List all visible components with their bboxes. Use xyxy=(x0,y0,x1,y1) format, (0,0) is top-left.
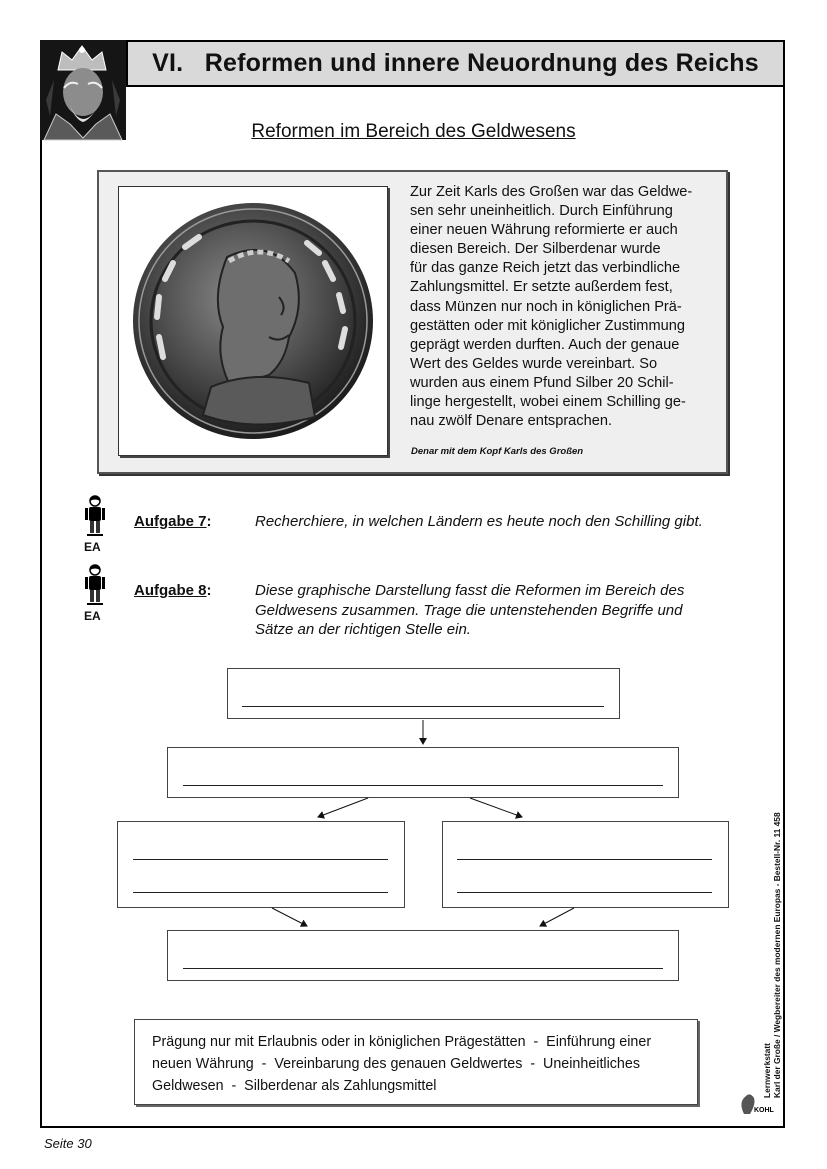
chapter-title: VI. Reformen und innere Neuordnung des Reichs xyxy=(152,49,759,77)
info-line: Wert des Geldes wurde vereinbart. So xyxy=(410,355,658,372)
answer-line[interactable] xyxy=(183,968,663,969)
diagram-box-left xyxy=(117,821,405,908)
info-text xyxy=(410,183,709,431)
chapter-header xyxy=(126,40,785,87)
info-line: Zur Zeit Karls des Großen war das Geldwe- xyxy=(410,184,693,200)
info-line: wurden aus einem Pfund Silber 20 Schil- xyxy=(410,374,674,391)
answer-line[interactable] xyxy=(183,785,663,786)
task-line: Sätze an der richtigen Stelle ein. xyxy=(255,621,471,638)
info-line: diesen Bereich. Der Silberdenar wurde xyxy=(410,241,661,258)
side-imprint-line2: Karl der Große / Wegbereiter des modernen Europas - Bestell-Nr. 11 458 xyxy=(772,812,782,1098)
info-line: nau zwölf Denare entsprachen. xyxy=(410,413,613,430)
info-line: für das ganze Reich jetzt das verbindliche xyxy=(410,260,681,277)
task-8-text xyxy=(255,581,684,640)
answer-line[interactable] xyxy=(457,892,712,893)
task-line: Diese graphische Darstellung fasst die Reformen im Bereich des xyxy=(255,582,685,599)
ea-label: EA xyxy=(84,540,101,554)
task-8-label-text: Aufgabe 8 xyxy=(134,582,207,599)
answer-line[interactable] xyxy=(457,859,712,860)
diagram-box-second xyxy=(167,747,679,798)
info-line: dass Münzen nur noch in königlichen Prä- xyxy=(410,298,682,315)
info-line: Zahlungsmittel. Er setzte außerdem fest, xyxy=(410,279,673,296)
answer-line[interactable] xyxy=(242,706,604,707)
task-7-text xyxy=(255,512,703,532)
info-line: linge hergestellt, wobei einem Schilling ge- xyxy=(410,394,686,411)
word-box xyxy=(134,1019,698,1105)
diagram-box-bottom xyxy=(167,930,679,981)
task-7-label: Aufgabe 7: xyxy=(134,513,212,530)
coin-image xyxy=(118,186,388,456)
info-line: geprägt werden durften. Auch der genaue xyxy=(410,336,680,353)
side-imprint-line1: Lernwerkstatt xyxy=(762,1043,772,1098)
task-line: Recherchiere, in welchen Ländern es heute noch den Schilling gibt. xyxy=(255,513,703,530)
word-box-line: Prägung nur mit Erlaubnis oder in königlichen Prägestätten - Einführung einer xyxy=(152,1034,652,1050)
word-box-line: neuen Währung - Vereinbarung des genauen Geldwertes - Uneinheitliches xyxy=(152,1056,640,1072)
diagram-box-right xyxy=(442,821,729,908)
info-line: einer neuen Währung reformierte er auch xyxy=(410,222,678,239)
section-subtitle: Reformen im Bereich des Geldwesens xyxy=(251,121,576,142)
info-line: sen sehr uneinheitlich. Durch Einführung xyxy=(410,203,673,220)
task-7-label-text: Aufgabe 7 xyxy=(134,513,207,530)
publisher-logo-text: KOHL xyxy=(754,1107,774,1114)
side-imprint xyxy=(762,678,782,1098)
answer-line[interactable] xyxy=(133,859,388,860)
task-line: Geldwesens zusammen. Trage die untenstehenden Begriffe und xyxy=(255,601,683,619)
diagram-box-top xyxy=(227,668,620,719)
publisher-logo xyxy=(738,1090,774,1116)
info-line: gestätten oder mit königlicher Zustimmung xyxy=(410,317,685,334)
page-number: Seite 30 xyxy=(44,1136,92,1151)
word-box-line: Geldwesen - Silberdenar als Zahlungsmittel xyxy=(152,1078,437,1094)
coin-caption: Denar mit dem Kopf Karls des Großen xyxy=(411,446,584,457)
task-8-label: Aufgabe 8: xyxy=(134,582,212,599)
ea-label: EA xyxy=(84,609,101,623)
answer-line[interactable] xyxy=(133,892,388,893)
